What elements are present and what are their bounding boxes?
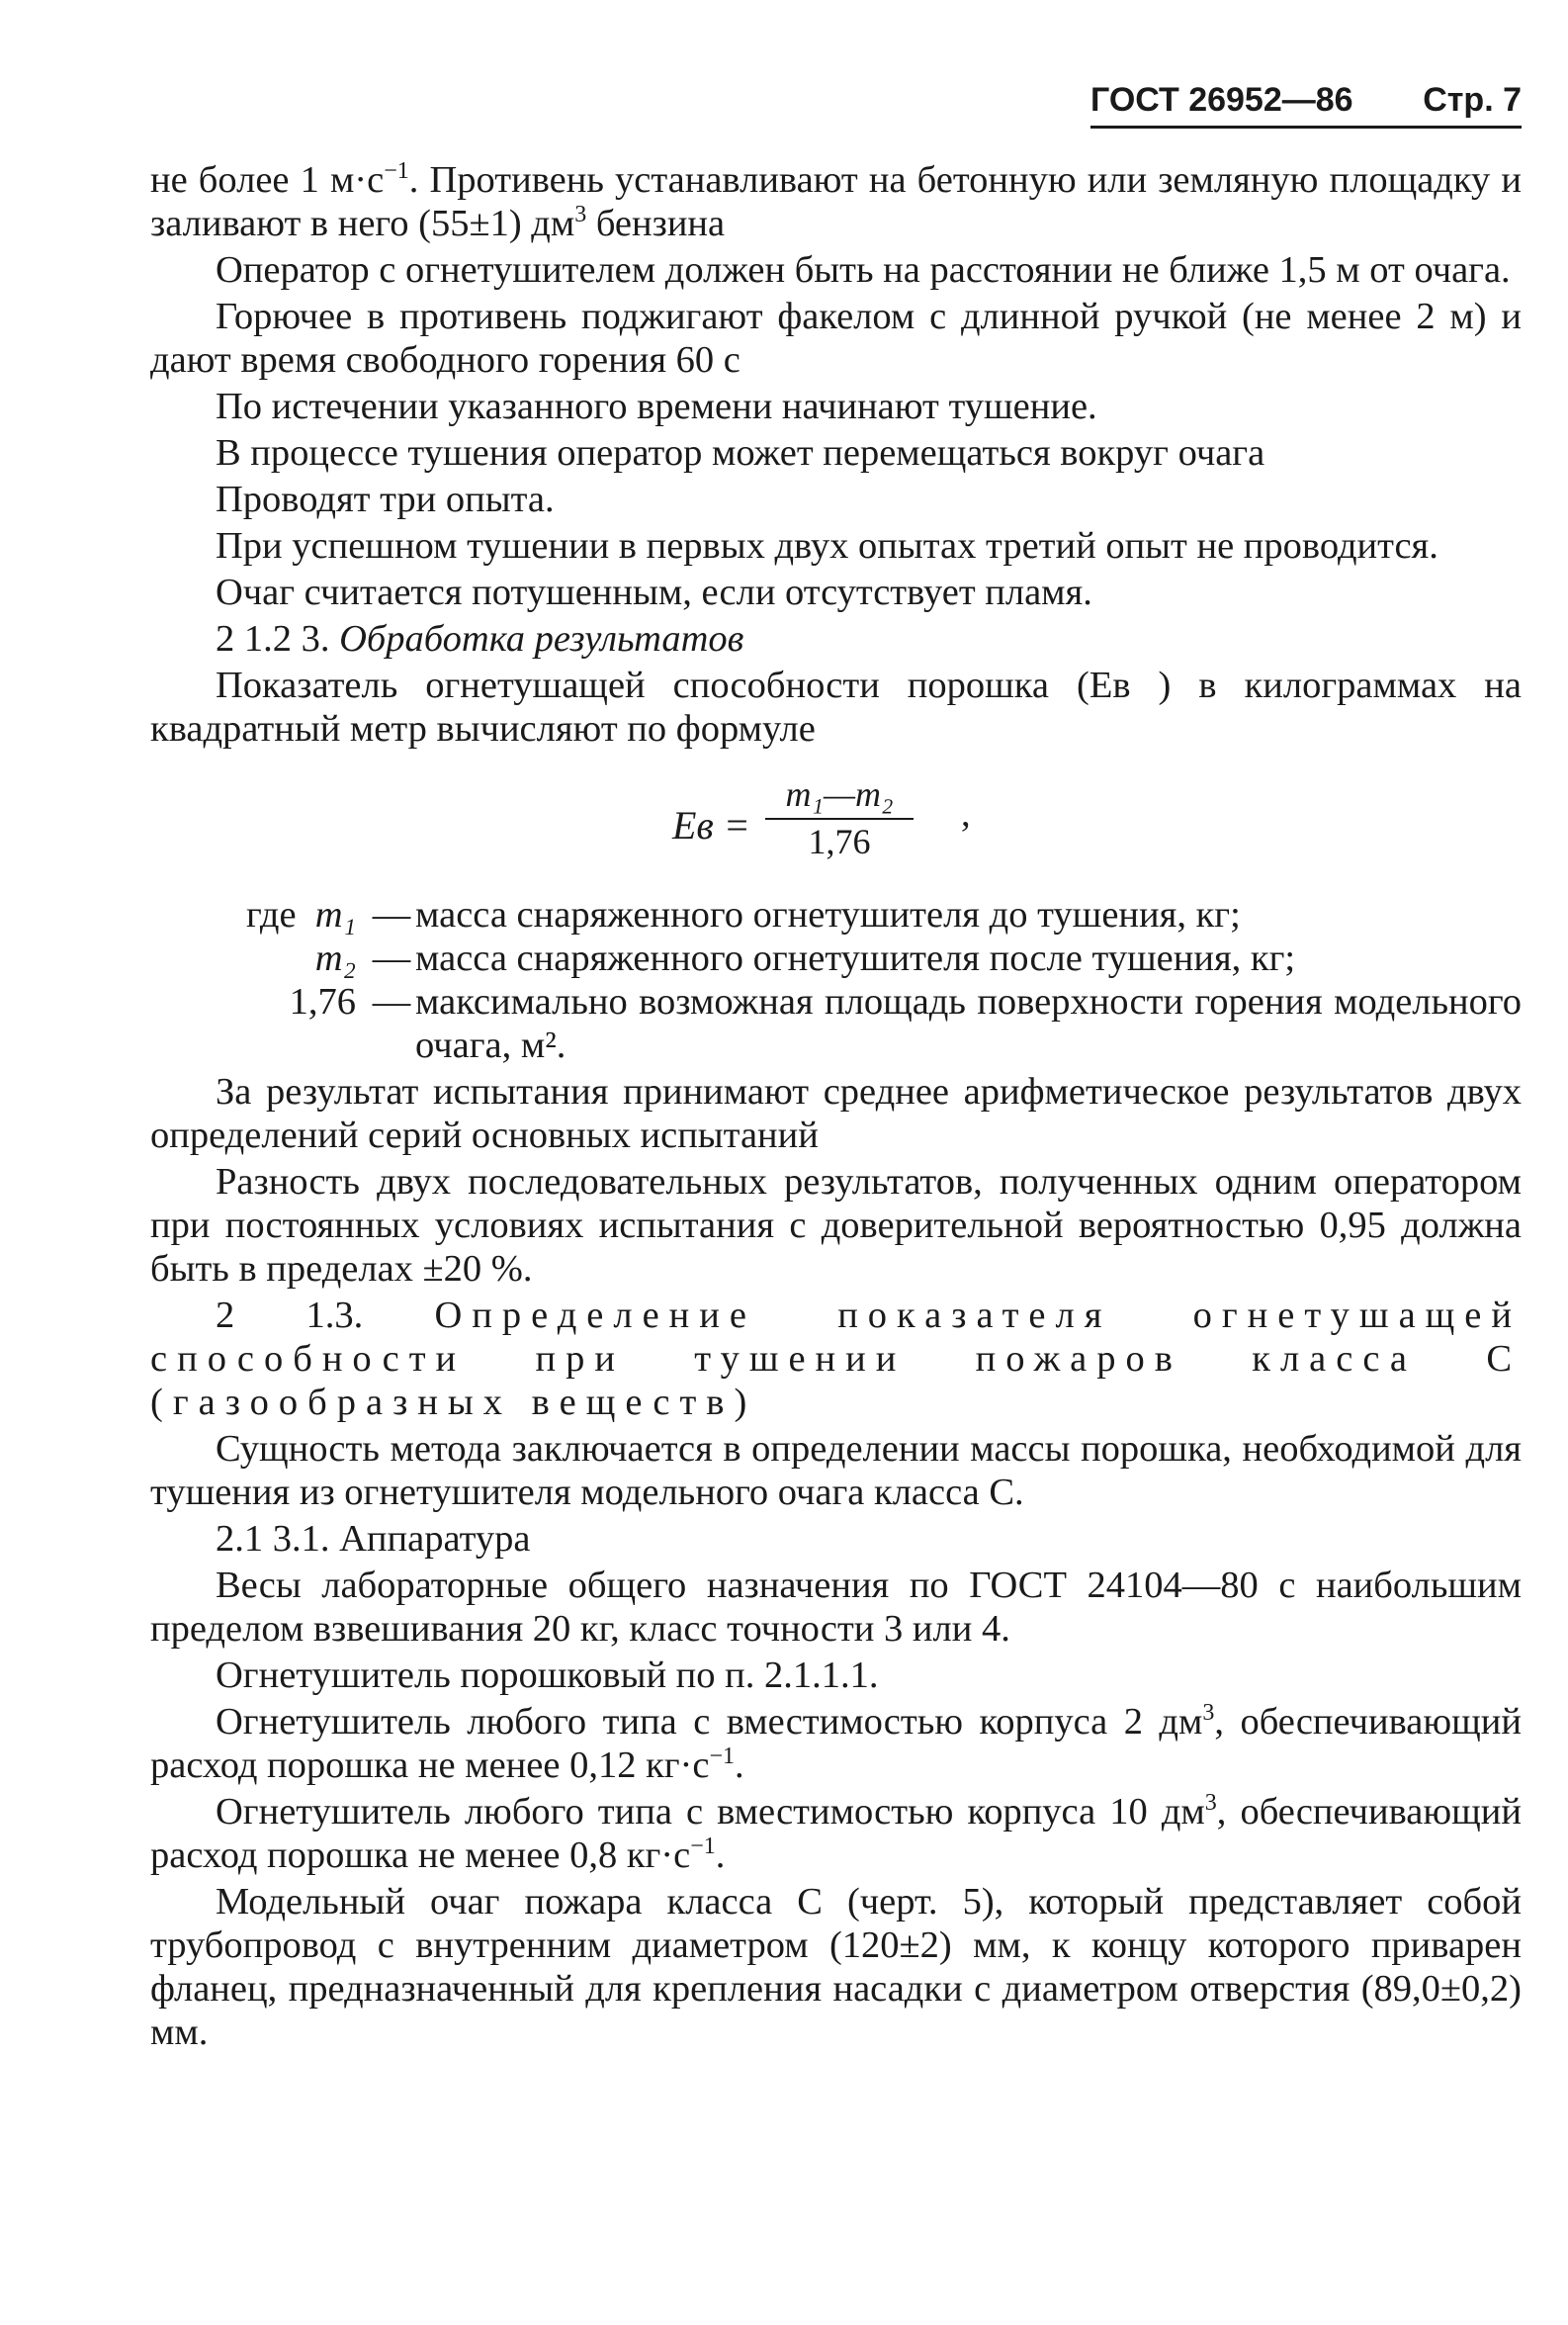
paragraph: Огнетушитель любого типа с вместимостью корпуса 2 $дм^3$, обеспечивающий расход порошка не менее 0,12 $кг\cdot с^{-1}$. [150, 1700, 1523, 1786]
section-heading: 2 1.3. Определение показателя огнетушащей способности при тушении пожаров класса С (газообразных веществ) [150, 1295, 1523, 1423]
body-text [150, 158, 1522, 2054]
paragraph: Огнетушитель любого типа с вместимостью корпуса 10 $дм^3$, обеспечивающий расход порошка не менее 0,8 $кг\cdot с^{-1}$. [150, 1790, 1523, 1876]
formula-numerator: m₁—m₂ [765, 772, 914, 820]
formula-lhs: Eв = [672, 803, 750, 848]
subsection-heading: 2.1 3.1. Аппаратура [216, 1518, 531, 1560]
definition-row: где m₁ — масса снаряженного огнетушителя до тушения, кг; [245, 894, 1241, 936]
where-word: где [245, 894, 297, 936]
paragraph: Очаг считается потушенным, если отсутствует пламя. [216, 572, 1092, 613]
paragraph: Модельный очаг пожара класса С (черт. 5), который представляет собой трубопровод с внутренним диаметром (120±2) мм, к концу которого приварен фланец, предназначенный для крепления насадки с диаметром отверстия (89,0±0,2) мм. [150, 1881, 1522, 2053]
paragraph: По истечении указанного времени начинают тушение. [216, 386, 1097, 427]
formula-comma: , [961, 793, 971, 835]
formula [150, 762, 1522, 881]
paragraph: Огнетушитель порошковый по п. 2.1.1.1. [216, 1654, 879, 1696]
paragraph: Оператор с огнетушителем должен быть на расстоянии не ближе 1,5 м от очага. [216, 249, 1511, 291]
definition-row: m₂ — масса снаряженного огнетушителя после тушения, кг; [314, 938, 1296, 979]
section-heading: 2 1.2 3. Обработка результатов [216, 618, 744, 660]
paragraph: Показатель огнетушащей способности порошка (Eв ) в килограммах на квадратный метр вычисляют по формуле [150, 665, 1522, 750]
paragraph: Сущность метода заключается в определении массы порошка, необходимой для тушения из огнетушителя модельного очага класса С. [150, 1428, 1522, 1513]
formula-denominator: 1,76 [808, 822, 871, 861]
page-header [1090, 81, 1522, 129]
paragraph: При успешном тушении в первых двух опытах третий опыт не проводится. [216, 525, 1438, 567]
standard-number: ГОСТ 26952—86 [1090, 81, 1353, 119]
paragraph: Горючее в противень поджигают факелом с длинной ручкой (не менее 2 м) и дают время свободного горения 60 с [150, 296, 1522, 381]
paragraph: Весы лабораторные общего назначения по ГОСТ 24104—80 с наибольшим пределом взвешивания 20 кг, класс точности 3 или 4. [150, 1565, 1522, 1650]
definition-row: 1,76 — максимально возможная площадь поверхности горения модельного очага, м². [289, 981, 1522, 1066]
definitions-list [150, 893, 1522, 1067]
page-number: Стр. 7 [1423, 81, 1522, 119]
paragraph: В процессе тушения оператор может перемещаться вокруг очага [216, 432, 1265, 474]
paragraph: За результат испытания принимают среднее арифметическое результатов двух определений серий основных испытаний [150, 1071, 1522, 1156]
formula-fraction [765, 772, 914, 863]
paragraph: Проводят три опыта. [216, 479, 555, 520]
paragraph: не более 1 $м\cdot с^{-1}$. Противень устанавливают на бетонную или земляную площадку и заливают в него (55±1) $дм^3$ бензина [150, 158, 1522, 244]
paragraph: Разность двух последовательных результатов, полученных одним оператором при постоянных условиях испытания с доверительной вероятностью 0,95 должна быть в пределах ±20 %. [150, 1161, 1522, 1290]
